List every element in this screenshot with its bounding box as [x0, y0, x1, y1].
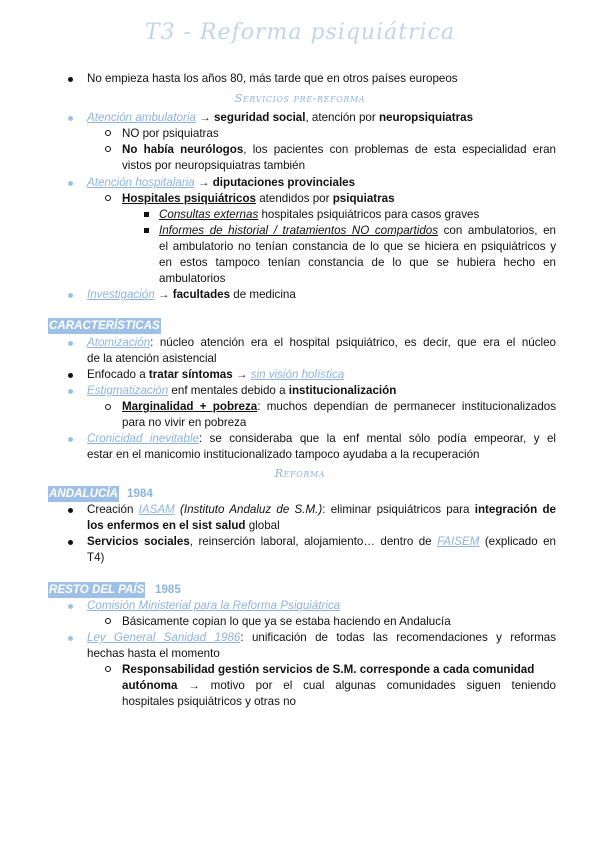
bullet-circle — [105, 130, 111, 136]
text: , atención por — [305, 111, 379, 124]
italic-text: (Instituto Andaluz de S.M.) — [174, 503, 323, 516]
keyword: Cronicidad inevitable — [87, 432, 199, 445]
bold-text: Responsabilidad gestión servicios de S.M. corresponde a cada comunidad — [122, 663, 535, 676]
bold-text: autónoma — [122, 679, 178, 692]
item-comision — [87, 598, 340, 614]
bold-underlined-text: Marginalidad + pobreza — [122, 400, 258, 413]
subsubitem-consultas — [159, 207, 479, 223]
bullet-dot — [68, 77, 73, 82]
bold-text: seguridad social — [213, 111, 306, 124]
bold-text: diputaciones provinciales — [212, 176, 356, 189]
text: Enfocado a — [87, 368, 149, 381]
bullet-dot — [68, 604, 73, 609]
arrow: → — [154, 288, 173, 301]
keyword: Atomización — [87, 336, 151, 349]
subitem-copian: Básicamente copian lo que ya se estaba haciendo en Andalucía — [122, 615, 451, 628]
subitem-neurologos — [122, 142, 556, 158]
item-creacion-iasam — [87, 502, 556, 518]
bold-underlined-text: Hospitales psiquiátricos — [122, 192, 257, 205]
subheading-andalucia: ANDALUCÍA — [49, 487, 118, 500]
item-servicios-sociales-cont: T4) — [87, 551, 105, 564]
item-ley-general — [87, 630, 556, 646]
bold-text: Servicios sociales — [87, 535, 190, 548]
text: global — [245, 519, 280, 532]
bullet-circle — [105, 404, 111, 410]
subsubitem-informes — [159, 223, 556, 239]
text: de medicina — [230, 288, 296, 301]
keyword: Estigmatización — [87, 384, 169, 397]
bullet-dot — [68, 293, 73, 298]
item-cronicidad-cont: estar en el manicomio institucionalizado tampoco ayudaba a la recuperación — [87, 448, 480, 461]
bullet-circle — [105, 666, 111, 672]
item-atomizacion — [87, 335, 556, 351]
bullet-dot — [68, 540, 73, 545]
subitem-marginalidad — [122, 399, 556, 415]
subitem-responsabilidad-line2 — [122, 678, 556, 694]
item-estigmatizacion — [87, 383, 396, 399]
subitem-neurologos-cont: vistos por neuropsiquiatras también — [122, 159, 306, 172]
bullet-dot — [68, 437, 73, 442]
subitem-responsabilidad — [122, 662, 534, 678]
subitem-no-psiquiatras: NO por psiquiatras — [122, 127, 219, 140]
bold-text: neuropsiquiatras — [378, 111, 474, 124]
subsubitem-informes-line3: en estos tampoco tenían constancia de lo que se hubiera hecho en — [159, 256, 556, 269]
keyword: sin visión holística — [250, 368, 345, 381]
bullet-square — [144, 228, 149, 233]
subheading-resto-pais: RESTO DEL PAÍS — [49, 583, 145, 596]
text: Creación — [87, 503, 139, 516]
subitem-marginalidad-cont: para no vivir en pobreza — [122, 416, 247, 429]
item-atencion-ambulatoria — [87, 110, 473, 126]
arrow: → — [194, 176, 213, 189]
subsubitem-informes-line4: ambulatorios — [159, 272, 226, 285]
bullet-dot — [68, 508, 73, 513]
bold-text: los enfermos en el sist salud — [87, 519, 246, 532]
keyword: Investigación — [87, 288, 155, 301]
keyword: IASAM — [138, 503, 175, 516]
text: , reinserción laboral, alojamiento… dentro de — [189, 535, 438, 548]
bullet-dot — [68, 636, 73, 641]
intro-text: No empieza hasta los años 80, más tarde que en otros países europeos — [87, 72, 458, 85]
section-heading-servicios: Servicios pre-reforma — [234, 92, 366, 105]
page-title: T3 - Reforma psiquiátrica — [144, 20, 456, 45]
text: : unificación de todas las recomendaciones y reformas — [240, 631, 556, 644]
text: enf mentales debido a — [168, 384, 289, 397]
bold-text: tratar síntomas — [148, 368, 233, 381]
keyword: Comisión Ministerial para la Reforma Psiquiátrica — [87, 599, 341, 612]
bullet-circle — [105, 618, 111, 624]
bullet-dot — [68, 181, 73, 186]
section-heading-reforma: Reforma — [274, 467, 326, 480]
year-andalucia: 1984 — [127, 487, 153, 500]
arrow: → — [195, 111, 214, 124]
underlined-text: Consultas externas — [159, 208, 259, 221]
bold-text: institucionalización — [288, 384, 397, 397]
item-cronicidad — [87, 431, 556, 447]
text: , los pacientes con problemas de esta especialidad eran — [243, 143, 556, 156]
section-heading-caracteristicas: CARACTERÍSTICAS — [49, 319, 160, 332]
text: : se consideraba que la enf mental sólo podía empeorar, y el — [198, 432, 556, 445]
arrow: → — [232, 368, 251, 381]
text: : eliminar psiquiátricos para — [322, 503, 475, 516]
bold-text: integración de — [474, 503, 557, 516]
bold-text: facultades — [172, 288, 231, 301]
text: hospitales psiquiátricos para casos graves — [258, 208, 480, 221]
item-investigacion — [87, 287, 296, 303]
keyword: Ley General Sanidad 1986 — [87, 631, 241, 644]
bullet-circle — [105, 146, 111, 152]
text: atendidos por — [256, 192, 333, 205]
bullet-dot — [68, 341, 73, 346]
subitem-hospitales — [122, 191, 395, 207]
item-servicios-sociales — [87, 534, 556, 550]
bullet-circle — [105, 195, 111, 201]
text: con ambulatorios, en — [438, 224, 556, 237]
bold-text: psiquiatras — [332, 192, 395, 205]
item-atomizacion-cont: de la atención asistencial — [87, 352, 217, 365]
underlined-text: Informes de historial / tratamientos NO compartidos — [159, 224, 439, 237]
year-resto-pais: 1985 — [155, 583, 181, 596]
subitem-responsabilidad-line3: hospitales psiquiátricos y otras no — [122, 695, 296, 708]
bullet-square — [144, 212, 149, 217]
item-ley-general-cont: hechas hasta el momento — [87, 647, 220, 660]
bullet-dot — [68, 373, 73, 378]
text: : núcleo atención era el hospital psiquiátrico, es decir, que era el núcleo — [150, 336, 556, 349]
text: → motivo por el cual algunas comunidades siguen teniendo — [177, 679, 556, 692]
item-atencion-hospitalaria — [87, 175, 355, 191]
item-enfocado — [87, 367, 344, 383]
bullet-dot — [68, 389, 73, 394]
keyword: Atención hospitalaria — [87, 176, 195, 189]
item-creacion-iasam-cont — [87, 518, 280, 534]
keyword: FAISEM — [437, 535, 480, 548]
bold-text: No había neurólogos — [122, 143, 244, 156]
text: : muchos dependían de permanecer institucionalizados — [257, 400, 557, 413]
keyword: Atención ambulatoria — [87, 111, 196, 124]
subsubitem-informes-line2: el ambulatorio no tenían constancia de lo que se hiciera en psiquiátricos y — [159, 240, 556, 253]
text: (explicado en — [479, 535, 557, 548]
bullet-dot — [68, 116, 73, 121]
